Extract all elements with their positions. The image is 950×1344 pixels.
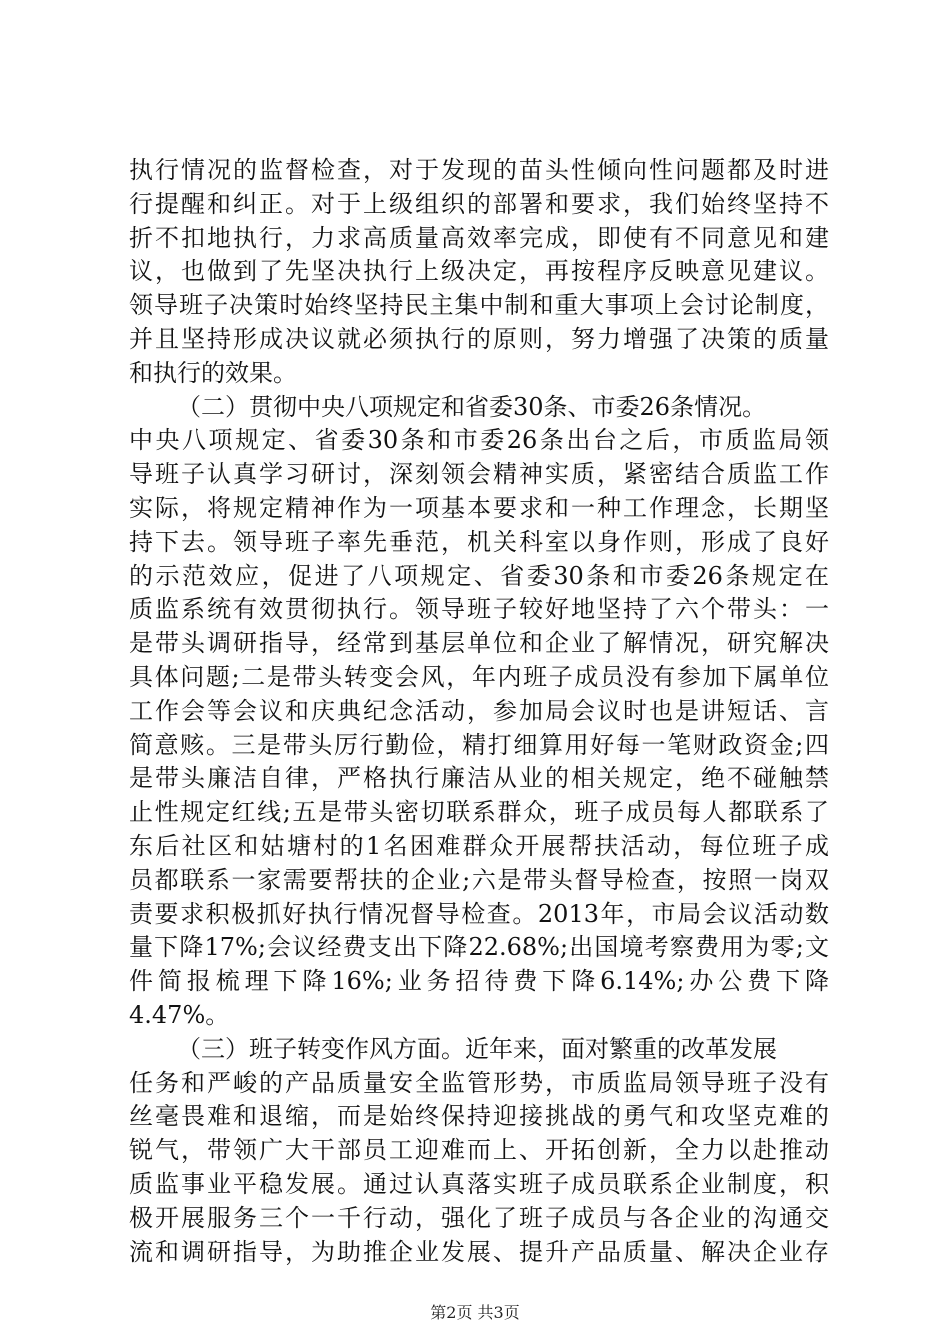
text-line: 是带头调研指导，经常到基层单位和企业了解情况，研究解决 (129, 629, 829, 658)
text-line: 的示范效应，促进了八项规定、省委30条和市委26条规定在 (129, 561, 829, 590)
text-line: 简意赅。三是带头厉行勤俭，精打细算用好每一笔财政资金;四 (129, 730, 829, 759)
text-line: 锐气，带领广大干部员工迎难而上、开拓创新，全力以赴推动 (129, 1136, 829, 1165)
page-number-label: 第2页 共3页 (430, 1303, 520, 1322)
text-line: 员都联系一家需要帮扶的企业;六是带头督导检查，按照一岗双 (129, 865, 829, 894)
text-line: 质监系统有效贯彻执行。领导班子较好地坚持了六个带头：一 (129, 595, 829, 624)
text-line: 流和调研指导，为助推企业发展、提升产品质量、解决企业存 (129, 1237, 829, 1266)
text-line: 执行情况的监督检查，对于发现的苗头性倾向性问题都及时进 (129, 156, 829, 184)
page-footer (0, 1300, 950, 1323)
text-line: 量下降17%;会议经费支出下降22.68%;出国境考察费用为零;文 (129, 933, 829, 962)
text-line: 领导班子决策时始终坚持民主集中制和重大事项上会讨论制度， (129, 291, 829, 320)
text-line: 持下去。领导班子率先垂范，机关科室以身作则，形成了良好 (129, 527, 829, 556)
text-line: 具体问题;二是带头转变会风，年内班子成员没有参加下属单位 (129, 662, 829, 691)
section-heading: （三）班子转变作风方面。近年来，面对繁重的改革发展 (177, 1034, 777, 1063)
text-line: 极开展服务三个一千行动，强化了班子成员与各企业的沟通交 (129, 1203, 829, 1232)
section-heading: （二）贯彻中央八项规定和省委30条、市委26条情况。 (177, 392, 767, 421)
text-line: 折不扣地执行，力求高质量高效率完成，即使有不同意见和建 (129, 223, 829, 252)
text-line: 和执行的效果。 (129, 358, 297, 387)
text-line: 止性规定红线;五是带头密切联系群众，班子成员每人都联系了 (129, 798, 829, 827)
text-line: 并且坚持形成决议就必须执行的原则，努力增强了决策的质量 (129, 324, 829, 353)
text-line: 行提醒和纠正。对于上级组织的部署和要求，我们始终坚持不 (129, 189, 829, 218)
text-line: 任务和严峻的产品质量安全监管形势，市质监局领导班子没有 (129, 1068, 829, 1097)
text-line: 是带头廉洁自律，严格执行廉洁从业的相关规定，绝不碰触禁 (129, 764, 829, 793)
text-line: 工作会等会议和庆典纪念活动，参加局会议时也是讲短话、言 (129, 696, 829, 725)
text-line: 4.47%。 (129, 1000, 230, 1029)
text-line: 丝毫畏难和退缩，而是始终保持迎接挑战的勇气和攻坚克难的 (129, 1102, 829, 1131)
text-line: 导班子认真学习研讨，深刻领会精神实质，紧密结合质监工作 (129, 460, 829, 489)
text-line: 实际，将规定精神作为一项基本要求和一种工作理念，长期坚 (129, 493, 829, 522)
text-line: 质监事业平稳发展。通过认真落实班子成员联系企业制度，积 (129, 1169, 829, 1198)
text-line: 责要求积极抓好执行情况督导检查。2013年，市局会议活动数 (129, 899, 829, 928)
text-line: 东后社区和姑塘村的1名困难群众开展帮扶活动，每位班子成 (129, 831, 829, 860)
text-line: 件简报梳理下降16%;业务招待费下降6.14%;办公费下降 (129, 967, 829, 996)
body-text (129, 155, 829, 1270)
text-line: 中央八项规定、省委30条和市委26条出台之后，市质监局领 (129, 426, 829, 455)
text-line: 议，也做到了先坚决执行上级决定，再按程序反映意见建议。 (129, 257, 829, 286)
